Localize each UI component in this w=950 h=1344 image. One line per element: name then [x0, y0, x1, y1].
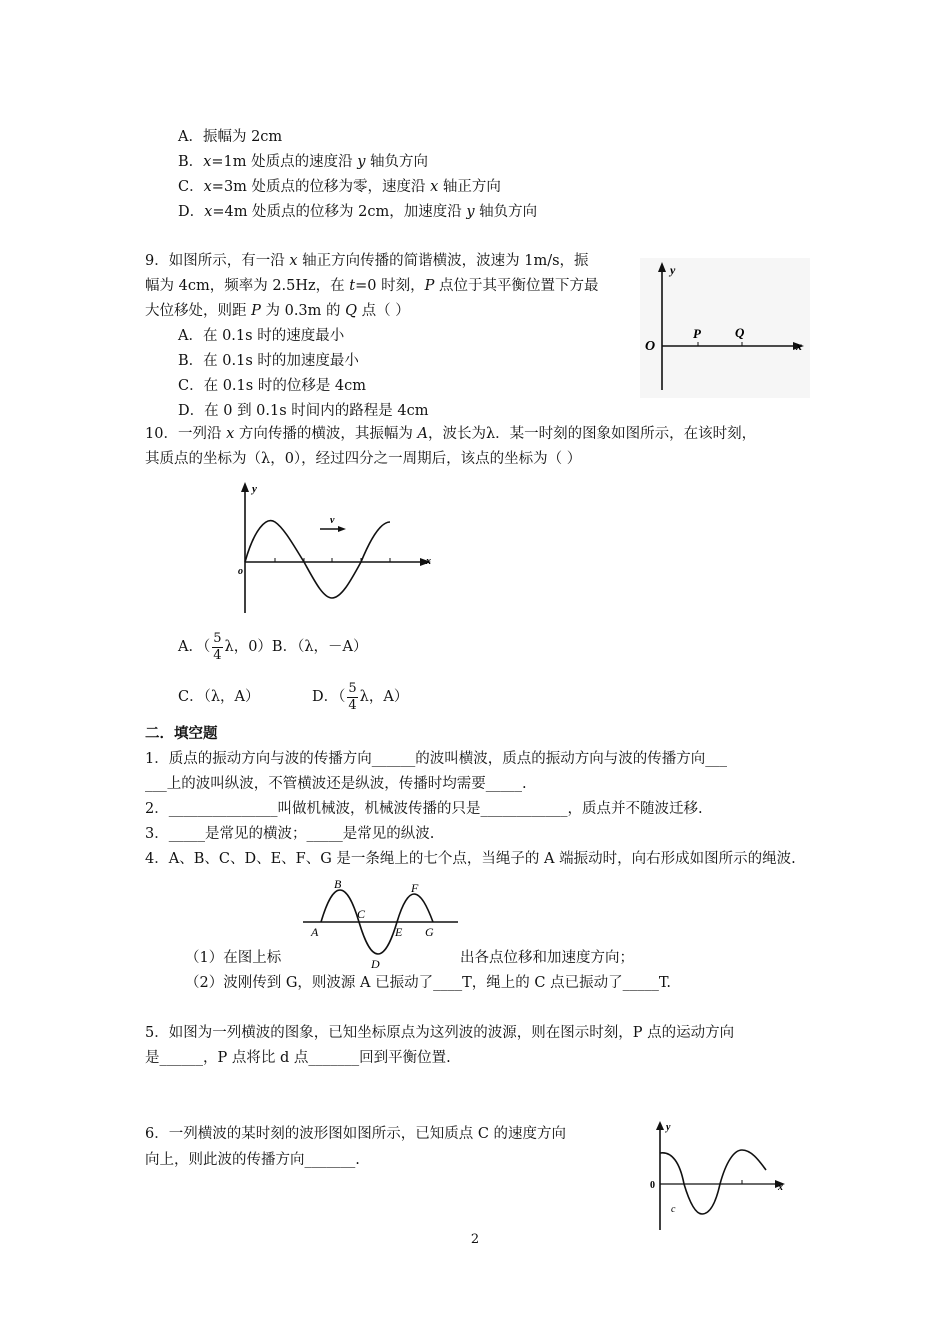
- q8-option-b: B．x=1m 处质点的速度沿 y 轴负方向: [178, 154, 428, 170]
- fill4-sub1-a: （1）在图上标: [185, 950, 282, 966]
- q9-label-o: O: [645, 339, 656, 354]
- page-number: 2: [470, 1232, 480, 1247]
- q10-label-v: v: [330, 515, 335, 526]
- fill6-label-o: 0: [650, 1180, 655, 1191]
- q8-option-d: D．x=4m 处质点的位移为 2cm，加速度沿 y 轴负方向: [178, 204, 538, 220]
- rope-label-g: G: [425, 925, 434, 939]
- fill6-line2: 向上，则此波的传播方向_______.: [145, 1152, 360, 1168]
- q10-stem-line1: 10．一列沿 x 方向传播的横波，其振幅为 A，波长为λ．某一时刻的图象如图所示，在该时刻，: [145, 426, 757, 442]
- q8-option-a: A．振幅为 2cm: [178, 129, 283, 145]
- rope-label-f: F: [411, 881, 419, 895]
- fill2: 2．_______________叫做机械波，机械波传播的只是____________，质点并不随波迁移.: [145, 801, 703, 817]
- q9-label-x: x: [796, 339, 802, 353]
- q10-option-d: D．（ $\frac{5}{4}$ λ，A）: [312, 680, 409, 713]
- q9-figure-bg: [640, 258, 810, 398]
- q8-option-c: C．x=3m 处质点的位移为零，速度沿 x 轴正方向: [178, 179, 501, 195]
- fill4-sub2: （2）波刚传到 G，则波源 A 已振动了____T，绳上的 C 点已振动了_____T.: [185, 975, 671, 991]
- fill5-line1: 5．如图为一列横波的图象，已知坐标原点为这列波的波源，则在图示时刻，P 点的运动方向: [145, 1025, 735, 1041]
- q10-figure: [228, 478, 438, 616]
- q10-label-o: o: [238, 566, 243, 577]
- fill1-line2: ___上的波叫纵波，不管横波还是纵波，传播时均需要_____.: [145, 776, 527, 792]
- section2-title: 二．填空题: [145, 725, 218, 742]
- fill4-rope-figure: [303, 872, 463, 972]
- q9-label-y: y: [670, 263, 676, 277]
- fill6-wave-curve: [660, 1150, 766, 1214]
- fill1-line1: 1．质点的振动方向与波的传播方向______的波叫横波，质点的振动方向与波的传播方向___: [145, 751, 727, 767]
- fill6-figure: [632, 1118, 792, 1234]
- q10-stem-line2: 其质点的坐标为（λ，0），经过四分之一周期后，该点的坐标为（ ）: [145, 451, 582, 467]
- fill6-line1: 6．一列横波的某时刻的波形图如图所示，已知质点 C 的速度方向: [145, 1126, 567, 1142]
- q10-wave-curve: [245, 521, 390, 598]
- fill4-sub1-b: 出各点位移和加速度方向；: [460, 950, 634, 966]
- fill4-line1: 4．A、B、C、D、E、F、G 是一条绳上的七个点，当绳子的 A 端振动时，向右形成如图所示的绳波.: [145, 851, 796, 867]
- q9-option-b: B．在 0.1s 时的加速度最小: [178, 353, 359, 369]
- rope-label-d: D: [371, 957, 380, 971]
- rope-label-b: B: [334, 877, 342, 891]
- q10-fraction-a: $\frac{5}{4}$: [213, 630, 222, 663]
- fill3: 3．_____是常见的横波；_____是常见的纵波.: [145, 826, 435, 842]
- fill6-label-x: x: [778, 1182, 783, 1193]
- q10-option-c: C．（λ，A）: [178, 689, 260, 705]
- q10-velocity-arrowhead: [338, 526, 346, 532]
- q9-label-p: P: [693, 326, 701, 341]
- q9-stem-line1: 9．如图所示，有一沿 x 轴正方向传播的简谐横波，波速为 1m/s，振: [145, 253, 589, 269]
- q10-label-x: x: [426, 556, 431, 567]
- q9-stem-line3: 大位移处，则距 P 为 0.3m 的 Q 点（ ）: [145, 303, 410, 319]
- q9-option-a: A．在 0.1s 时的速度最小: [178, 328, 345, 344]
- fill6-label-c: c: [671, 1204, 676, 1215]
- q10-label-y: y: [252, 483, 257, 495]
- rope-label-c: C: [357, 907, 366, 921]
- q9-label-q: Q: [735, 325, 745, 340]
- q9-option-c: C．在 0.1s 时的位移是 4cm: [178, 378, 367, 394]
- fill6-label-y: y: [666, 1122, 671, 1133]
- fill6-y-arrow: [656, 1121, 664, 1130]
- rope-label-a: A: [311, 925, 319, 939]
- rope-label-e: E: [395, 925, 403, 939]
- q9-option-d: D．在 0 到 0.1s 时间内的路程是 4cm: [178, 403, 429, 419]
- q9-figure: [640, 258, 810, 398]
- q9-stem-line2: 幅为 4cm，频率为 2.5Hz，在 t=0 时刻，P 点位于其平衡位置下方最: [145, 278, 599, 294]
- q10-y-arrow: [241, 482, 249, 492]
- q10-option-ab: A．（ $\frac{5}{4}$ λ，0）B．（λ，－A）: [178, 630, 368, 663]
- q10-fraction-d: $\frac{5}{4}$: [348, 680, 357, 713]
- fill5-line2: 是______，P 点将比 d 点_______回到平衡位置.: [145, 1050, 451, 1066]
